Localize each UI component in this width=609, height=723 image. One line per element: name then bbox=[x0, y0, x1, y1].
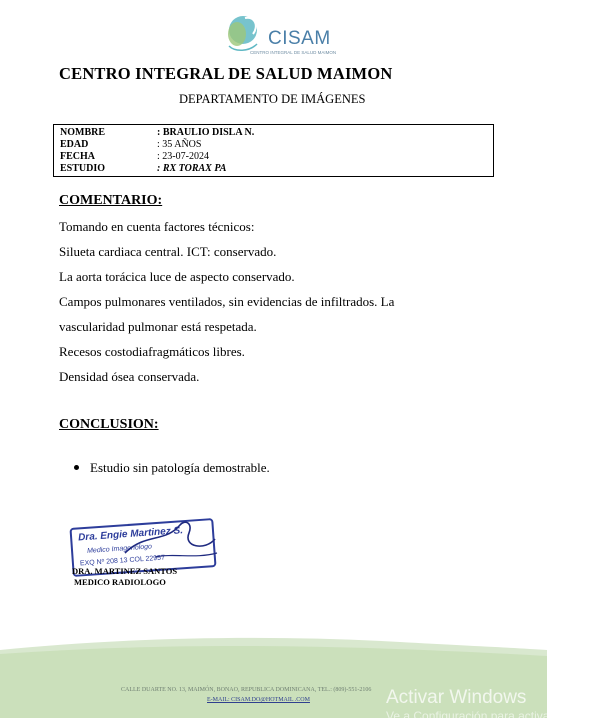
doctor-stamp bbox=[65, 513, 220, 573]
stamp-name: Dra. Engie Martinez S. bbox=[77, 525, 184, 544]
comentario-line: vascularidad pulmonar está respetada. bbox=[59, 319, 257, 334]
patient-value: : RX TORAX PA bbox=[157, 163, 227, 174]
patient-value: : BRAULIO DISLA N. bbox=[157, 127, 255, 138]
comentario-heading: COMENTARIO: bbox=[59, 193, 163, 208]
patient-label: NOMBRE bbox=[60, 127, 105, 138]
clinic-logo bbox=[215, 10, 340, 60]
footer-email[interactable]: E-MAIL: CISAM.DO@HOTMAIL .COM bbox=[207, 697, 310, 703]
department-title: DEPARTAMENTO DE IMÁGENES bbox=[179, 92, 366, 106]
stamp-id: EXQ Nº 208 13 COL 22957 bbox=[79, 554, 166, 568]
patient-label: ESTUDIO bbox=[60, 163, 106, 174]
doctor-name: DRA. MARTINEZ SANTOS bbox=[72, 566, 178, 576]
conclusion-item bbox=[74, 460, 270, 476]
conclusion-heading: CONCLUSION: bbox=[59, 417, 159, 432]
comentario-line: Campos pulmonares ventilados, sin evidencias de infiltrados. La bbox=[59, 294, 395, 309]
logo-subtitle: CENTRO INTEGRAL DE SALUD MAIMON bbox=[250, 50, 337, 55]
handwritten-signature-icon bbox=[65, 513, 225, 573]
conclusion-item-text: Estudio sin patología demostrable. bbox=[90, 460, 270, 475]
footer-address: CALLE DUARTE NO. 13, MAIMÓN, BONAO, REPUBLICA DOMINICANA, TEL.: (809)-551-2106 bbox=[121, 687, 372, 693]
stamp-role: Medico Imagenologo bbox=[86, 543, 153, 555]
comentario-line: Silueta cardiaca central. ICT: conservado. bbox=[59, 244, 277, 259]
logo-text: CISAM bbox=[268, 28, 331, 49]
comentario-line: Recesos costodiafragmáticos libres. bbox=[59, 344, 245, 359]
patient-label: FECHA bbox=[60, 151, 95, 162]
patient-value: : 23-07-2024 bbox=[157, 151, 209, 162]
patient-info-box bbox=[53, 124, 494, 177]
patient-value: : 35 AÑOS bbox=[157, 139, 202, 150]
comentario-line: Tomando en cuenta factores técnicos: bbox=[59, 219, 255, 234]
windows-activation-watermark: Activar Windows bbox=[386, 687, 527, 708]
comentario-line: La aorta torácica luce de aspecto conservado. bbox=[59, 269, 295, 284]
clinic-name: CENTRO INTEGRAL DE SALUD MAIMON bbox=[59, 64, 393, 83]
comentario-line: Densidad ósea conservada. bbox=[59, 369, 200, 384]
patient-label: EDAD bbox=[60, 139, 89, 150]
windows-activation-hint: Ve a Configuración para activar Windows. bbox=[386, 709, 609, 723]
bullet-icon bbox=[74, 465, 79, 470]
doctor-title: MEDICO RADIOLOGO bbox=[74, 577, 166, 587]
